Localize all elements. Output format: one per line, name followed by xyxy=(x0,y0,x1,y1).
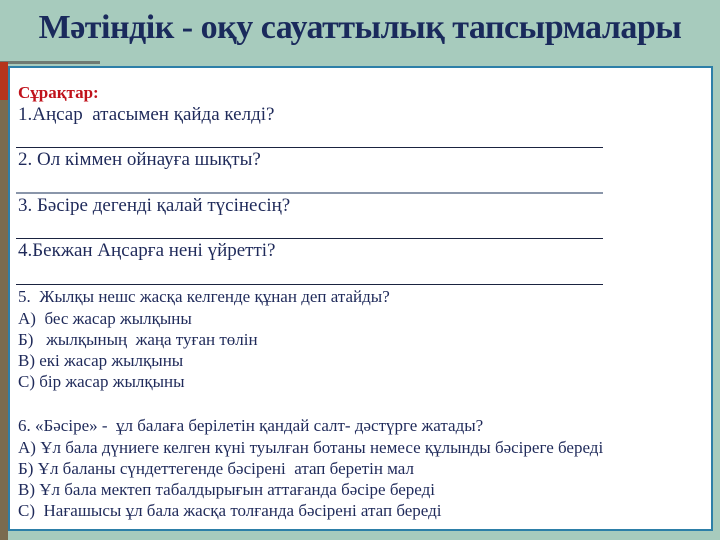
left-accent-strip xyxy=(0,62,8,540)
bottom-background-strip xyxy=(8,531,720,540)
questions-heading: Сұрақтар: xyxy=(18,83,99,102)
question-6-option-d[interactable]: С) Нағашысы ұл бала жасқа толғанда бәсірені атап береді xyxy=(18,501,442,520)
question-5: 5. Жылқы нешс жасқа келгенде құнан деп атайды? xyxy=(18,287,390,306)
question-6-option-c[interactable]: В) Ұл бала мектеп табалдырығын аттағанда бәсіре береді xyxy=(18,480,435,499)
question-6-option-b[interactable]: Б) Ұл баланы сүндеттегенде бәсірені атап беретін мал xyxy=(18,459,414,478)
question-2: 2. Ол кіммен ойнауға шықты? xyxy=(18,149,261,170)
question-1: 1.Аңсар атасымен қайда келді? xyxy=(18,104,275,125)
question-5-option-c[interactable]: В) екі жасар жылқыны xyxy=(18,351,184,370)
answer-line-3[interactable] xyxy=(16,238,603,239)
left-accent-red xyxy=(0,62,8,100)
title-divider xyxy=(0,61,100,64)
question-5-option-b[interactable]: Б) жылқының жаңа туған төлін xyxy=(18,330,258,349)
answer-line-4[interactable] xyxy=(16,284,603,285)
question-3: 3. Бәсіре дегенді қалай түсінесің? xyxy=(18,195,291,216)
slide-title: Мәтіндік - оқу сауаттылық тапсырмалары xyxy=(38,9,682,46)
question-6-option-a[interactable]: А) Ұл бала дүниеге келген күні туылған ботаны немесе құлынды бәсіреге береді xyxy=(18,438,604,457)
question-6: 6. «Бәсіре» - ұл балаға берілетін қандай салт- дәстүрге жатады? xyxy=(18,416,484,435)
question-5-option-a[interactable]: А) бес жасар жылқыны xyxy=(18,309,192,328)
answer-line-2[interactable] xyxy=(16,192,603,194)
question-4: 4.Бекжан Аңсарға нені үйретті? xyxy=(18,240,276,261)
question-5-option-d[interactable]: С) бір жасар жылқыны xyxy=(18,372,185,391)
answer-line-1[interactable] xyxy=(16,147,603,148)
